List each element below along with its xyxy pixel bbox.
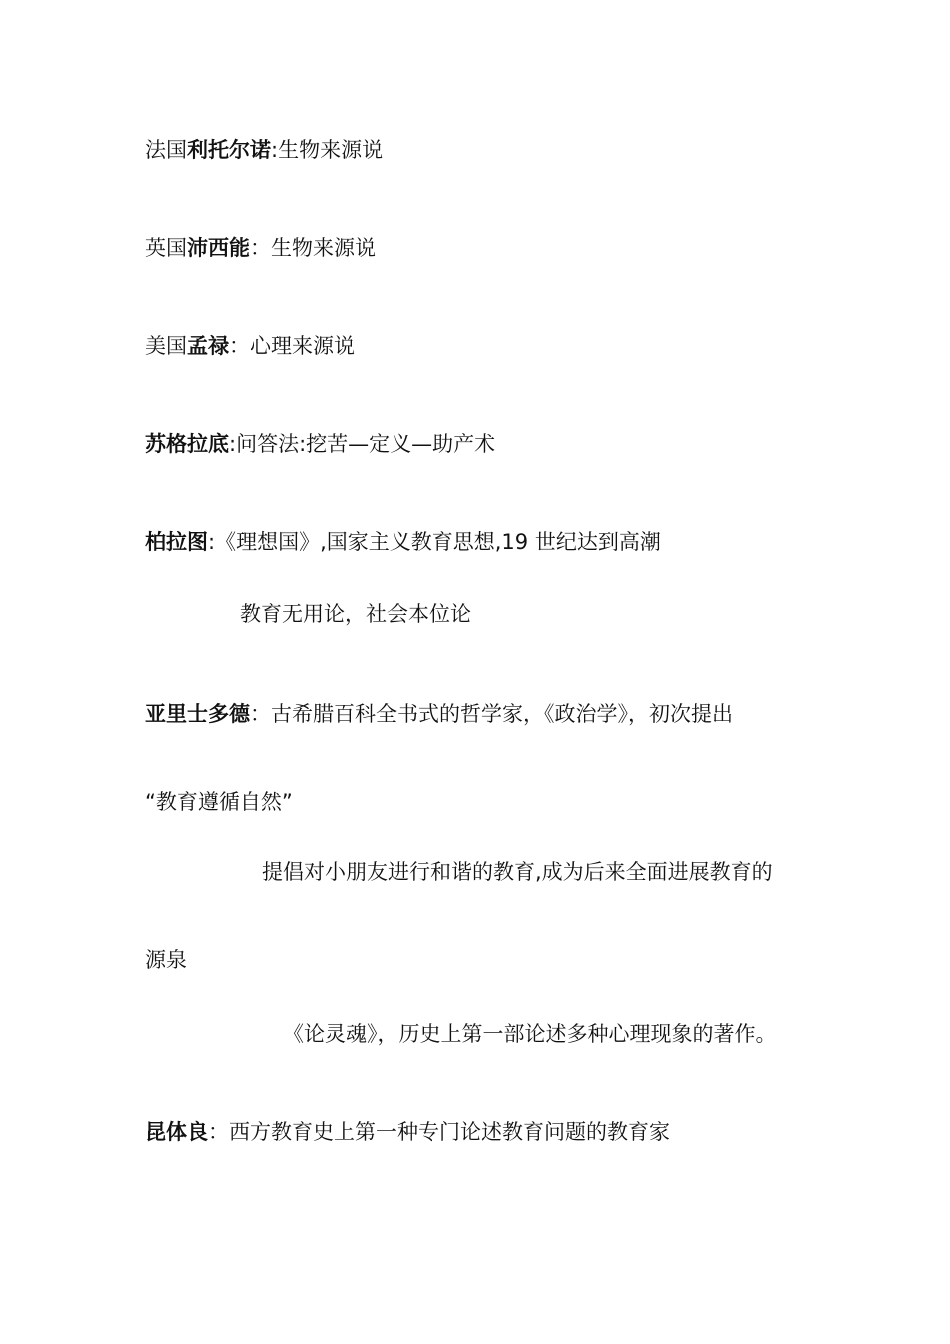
entry-aristotle xyxy=(145,700,733,728)
person-name: 苏格拉底 xyxy=(145,432,229,456)
entry-text: :生物来源说 xyxy=(271,138,384,162)
person-name: 利托尔诺 xyxy=(187,138,271,162)
entry-quintilian xyxy=(145,1118,670,1146)
entry-prefix: 美国 xyxy=(145,334,187,358)
entry-percy-nunn xyxy=(145,234,376,262)
person-name: 昆体良 xyxy=(145,1120,208,1144)
person-name: 孟禄 xyxy=(187,334,229,358)
entry-prefix: 英国 xyxy=(145,236,187,260)
entry-litourneau xyxy=(145,136,383,164)
entry-aristotle-soul: 《论灵魂》，历史上第一部论述多种心理现象的著作。 xyxy=(283,1022,777,1046)
entry-text: ：古希腊百科全书式的哲学家，《政治学》，初次提出 xyxy=(250,702,733,726)
entry-monroe xyxy=(145,332,355,360)
person-name: 沛西能 xyxy=(187,236,250,260)
entry-aristotle-quote: “教育遵循自然” xyxy=(145,790,293,814)
entry-aristotle-harmony: 提倡对小朋友进行和谐的教育,成为后来全面进展教育的 xyxy=(262,860,773,884)
entry-text: :《理想国》,国家主义教育思想,19 世纪达到高潮 xyxy=(208,530,661,554)
entry-plato xyxy=(145,528,661,556)
entry-text: :问答法:挖苦—定义—助产术 xyxy=(229,432,496,456)
entry-socrates xyxy=(145,430,495,458)
entry-text: ：西方教育史上第一种专门论述教育问题的教育家 xyxy=(208,1120,670,1144)
entry-text: ：心理来源说 xyxy=(229,334,355,358)
person-name: 亚里士多德 xyxy=(145,702,250,726)
entry-prefix: 法国 xyxy=(145,138,187,162)
person-name: 柏拉图 xyxy=(145,530,208,554)
entry-text: ：生物来源说 xyxy=(250,236,376,260)
entry-aristotle-harmony-end: 源泉 xyxy=(145,948,187,972)
entry-plato-continued: 教育无用论，社会本位论 xyxy=(240,602,471,626)
